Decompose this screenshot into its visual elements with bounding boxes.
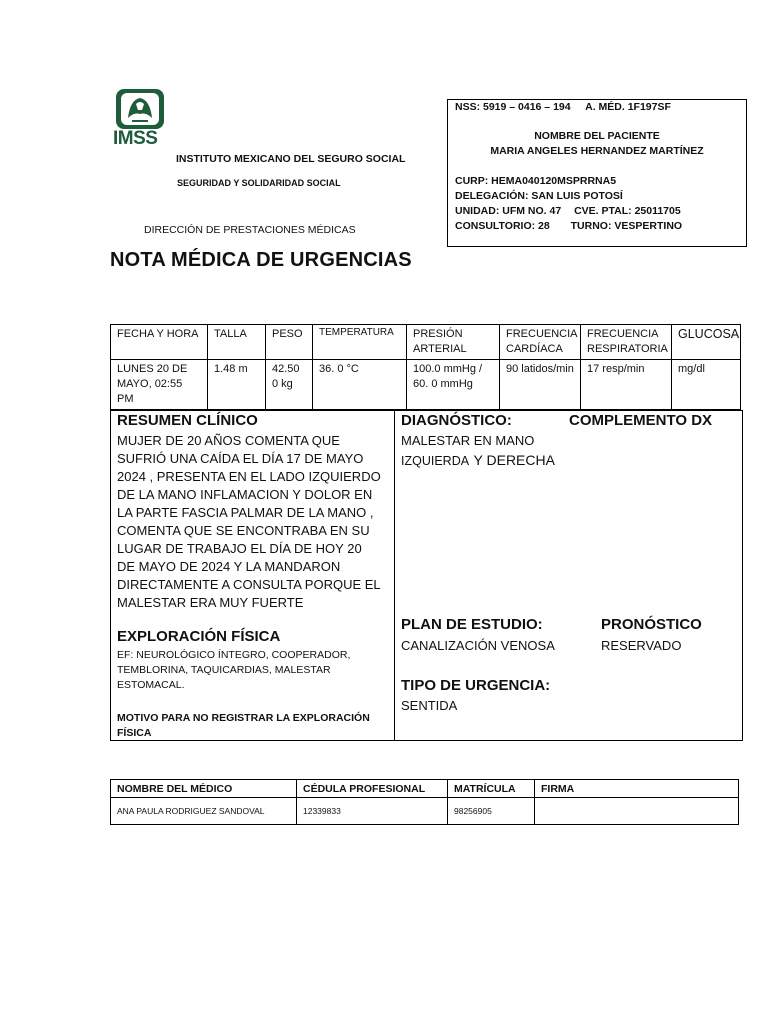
vitals-value-cell: 1.48 m: [208, 360, 266, 410]
imss-logo: [112, 88, 168, 152]
diagnostico-line-2b: Y DERECHA: [473, 452, 555, 468]
vitals-value-cell: 17 resp/min: [581, 360, 672, 410]
clinical-divider: [394, 410, 395, 741]
diagnostico-title: DIAGNÓSTICO:: [401, 412, 512, 429]
logo-text: IMSS: [113, 128, 158, 149]
patient-delegacion: DELEGACIÓN: SAN LUIS POTOSÍ: [455, 190, 623, 202]
exploracion-title: EXPLORACIÓN FÍSICA: [117, 628, 281, 645]
exploracion-text: EF: NEUROLÓGICO ÍNTEGRO, COOPERADOR, TEMBLORINA, TAQUICARDIAS, MALESTAR ESTOMACAL.: [117, 649, 351, 691]
patient-nss-row: [455, 100, 683, 115]
vitals-header-cell: PESO: [266, 325, 313, 360]
vitals-value-cell: mg/dl: [672, 360, 741, 410]
tipo-urgencia-title: TIPO DE URGENCIA:: [401, 677, 551, 694]
diagnostico-line-2a: IZQUIERDA: [401, 454, 470, 468]
vitals-header-cell: FECHA Y HORA: [111, 325, 208, 360]
vitals-header-cell: FRECUENCIA RESPIRATORIA: [581, 325, 672, 360]
vitals-value-cell: 36. 0 °C: [313, 360, 407, 410]
pronostico-title: PRONÓSTICO: [601, 616, 702, 633]
diagnostico-line-2: [401, 450, 601, 471]
doctor-firma: [535, 798, 739, 825]
resumen-title: RESUMEN CLÍNICO: [117, 412, 258, 429]
patient-unidad-row: [455, 204, 681, 219]
patient-amed: A. MÉD. 1F197SF: [585, 101, 671, 113]
doctor-cedula: 12339833: [297, 798, 448, 825]
doctor-header-cell: FIRMA: [535, 780, 739, 798]
pronostico-text: RESERVADO: [601, 638, 682, 653]
vitals-table: [110, 324, 741, 410]
doctor-value-row: [111, 798, 739, 825]
vitals-header-row: [111, 325, 741, 360]
vitals-header-cell: GLUCOSA: [672, 325, 741, 360]
plan-title: PLAN DE ESTUDIO:: [401, 616, 543, 633]
doctor-header-cell: MATRÍCULA: [448, 780, 535, 798]
page-title: NOTA MÉDICA DE URGENCIAS: [110, 249, 412, 271]
vitals-header-cell: TALLA: [208, 325, 266, 360]
vitals-value-cell: LUNES 20 DE MAYO, 02:55 PM: [111, 360, 208, 410]
patient-cve: CVE. PTAL: 25011705: [574, 205, 681, 217]
doctor-matricula: 98256905: [448, 798, 535, 825]
patient-consultorio-row: [455, 219, 682, 234]
direction-name: DIRECCIÓN DE PRESTACIONES MÉDICAS: [144, 224, 356, 236]
patient-unidad: UNIDAD: UFM NO. 47: [455, 205, 562, 217]
resumen-text: MUJER DE 20 AÑOS COMENTA QUE SUFRIÓ UNA CAÍDA EL DÍA 17 DE MAYO 2024 , PRESENTA EN EL LADO IZQUIERDO DE LA MANO INFLAMACION Y DOLOR EN LA PARTE FASCIA PALMAR DE LA MANO , COMENTA QUE SE ENCONTRABA EN SU LUGAR DE TRABAJO EL DÍA DE HOY 20 DE MAYO DE 2024 Y LA MANDARON DIRECTAMENTE A CONSULTA PORQUE EL MALESTAR ERA MUY FUERTE: [117, 433, 381, 610]
vitals-header-cell: TEMPERATURA: [313, 325, 407, 360]
patient-name: MARIA ANGELES HERNANDEZ MARTÍNEZ: [490, 145, 704, 157]
doctor-header-cell: NOMBRE DEL MÉDICO: [111, 780, 297, 798]
patient-nss: NSS: 5919 – 0416 – 194: [455, 101, 571, 113]
vitals-value-row: [111, 360, 741, 410]
vitals-value-cell: 100.0 mmHg / 60. 0 mmHg: [407, 360, 500, 410]
patient-name-label: NOMBRE DEL PACIENTE: [534, 130, 660, 142]
patient-info-box: [447, 99, 747, 247]
vitals-value-cell: 90 latidos/min: [500, 360, 581, 410]
patient-curp: CURP: HEMA040120MSPRRNA5: [455, 175, 617, 187]
patient-turno: TURNO: VESPERTINO: [570, 220, 683, 232]
vitals-value-cell: 42.50 0 kg: [266, 360, 313, 410]
patient-consultorio: CONSULTORIO: 28: [455, 220, 550, 232]
diagnostico-line-1: MALESTAR EN MANO: [401, 433, 535, 448]
complemento-title: COMPLEMENTO DX: [569, 412, 713, 429]
doctor-header-row: [111, 780, 739, 798]
institute-name: INSTITUTO MEXICANO DEL SEGURO SOCIAL: [176, 153, 406, 165]
plan-text: CANALIZACIÓN VENOSA: [401, 638, 555, 653]
doctor-name: ANA PAULA RODRIGUEZ SANDOVAL: [111, 798, 297, 825]
diagnostico-text: [401, 432, 601, 471]
vitals-header-cell: PRESIÓN ARTERIAL: [407, 325, 500, 360]
institute-motto: SEGURIDAD Y SOLIDARIDAD SOCIAL: [177, 178, 341, 188]
doctor-header-cell: CÉDULA PROFESIONAL: [297, 780, 448, 798]
vitals-header-cell: FRECUENCIA CARDÍACA: [500, 325, 581, 360]
tipo-urgencia-text: SENTIDA: [401, 698, 458, 713]
motivo-text: MOTIVO PARA NO REGISTRAR LA EXPLORACIÓN FÍSICA: [117, 712, 370, 739]
doctor-table: [110, 779, 739, 825]
